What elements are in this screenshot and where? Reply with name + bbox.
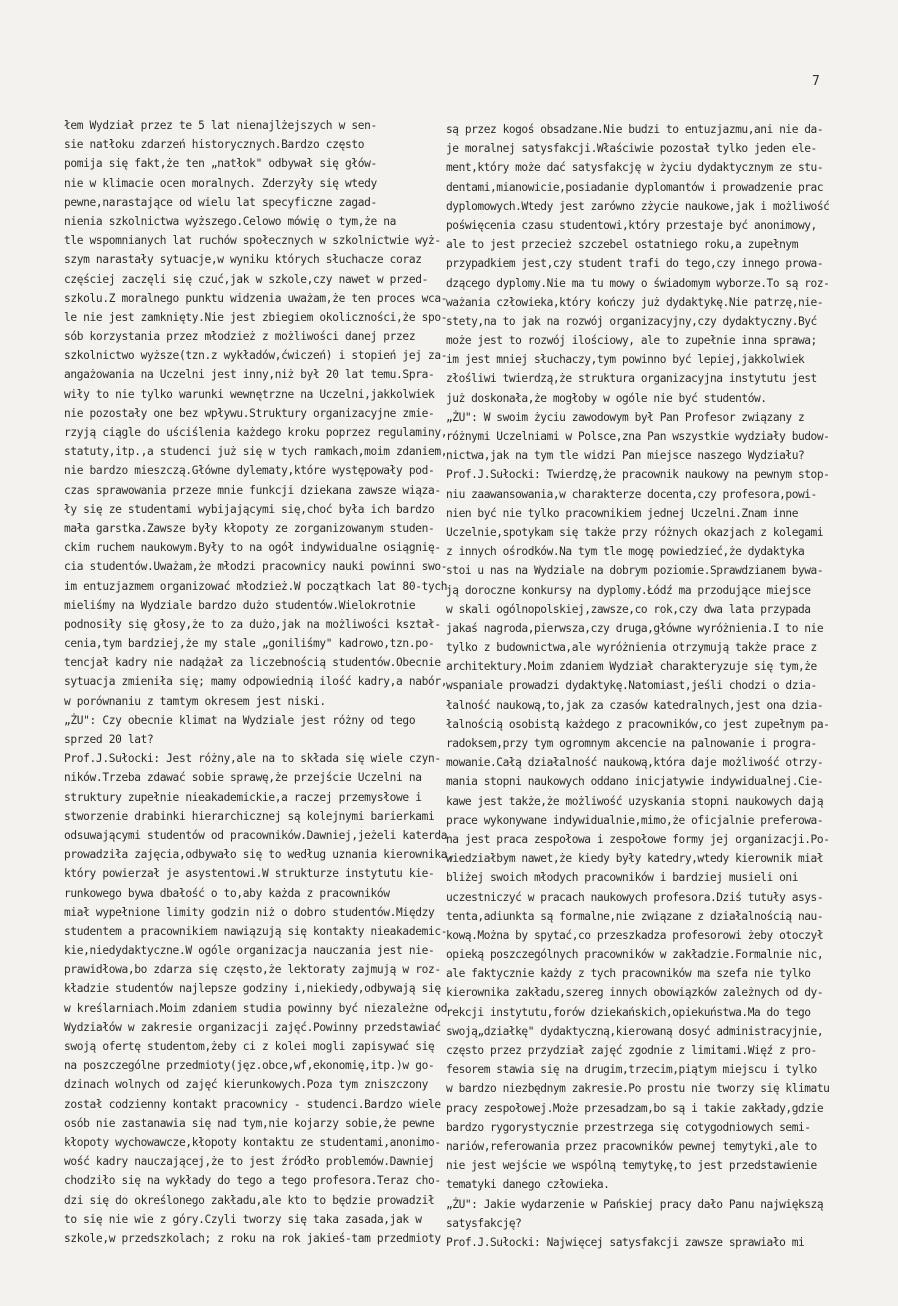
text-line: „ŻU": W swoim życiu zawodowym był Pan Profesor związany z bbox=[446, 410, 805, 424]
text-line: łalność naukową,to,jak za czasów katedralnych,jest ona dzia- bbox=[446, 698, 824, 712]
text-line: czas sprawowania przeze mnie funkcji dziekana zawsze wiąza- bbox=[64, 483, 441, 497]
text-line: bardzo rygorystycznie przestrzega się cotygodniowych semi- bbox=[446, 1120, 811, 1134]
text-line: prowadziła zajęcia,odbywało się to według uznania kierownika, bbox=[64, 848, 454, 862]
text-line: często przez przydział zajęć zgodnie z limitami.Więź z pro- bbox=[446, 1044, 817, 1057]
text-line: Prof.J.Sułocki: Najwięcej satysfakcji zawsze sprawiało mi bbox=[446, 1235, 805, 1249]
text-line: nictwa,jak na tym tle widzi Pan miejsce naszego Wydziału? bbox=[446, 449, 805, 463]
text-line: tylko z budownictwa,ale wyróżnienia otrzymują także prace z bbox=[446, 641, 817, 655]
text-line: kawe jest także,że możliwość uzyskania stopni naukowych dają bbox=[446, 794, 824, 808]
text-line: częściej zaczęli się czuć,jak w szkole,czy nawet w przed- bbox=[64, 272, 428, 286]
text-line: im entuzjazmem organizować młodzież.W początkach lat 80-tych bbox=[64, 579, 448, 593]
text-line: kie,niedydaktyczne.W ogóle organizacja nauczania jest nie- bbox=[64, 944, 435, 958]
text-line: ją doroczne konkursy na dyplomy.Łódź ma przodujące miejsce bbox=[446, 583, 811, 597]
text-line: są przez kogoś obsadzane.Nie budzi to entuzjazmu,ani nie da- bbox=[446, 123, 824, 136]
text-line: wiły to nie tylko warunki wewnętrzne na Uczelni,jakkolwiek bbox=[64, 387, 435, 401]
text-line: sytuacja zmieniła się; mamy odpowiednią ilość kadry,a nabór, bbox=[64, 675, 448, 689]
text-line: rzyją ciągle do uściślenia każdego kroku poprzez regulaminy, bbox=[64, 426, 448, 439]
text-line: tematyki danego człowieka. bbox=[446, 1178, 610, 1192]
text-line: kową.Można by spytać,co przeszkadza profesorowi żeby otoczył bbox=[446, 928, 824, 942]
text-line: mieliśmy na Wydziale bardzo dużo studentów.Wielokrotnie bbox=[64, 598, 416, 612]
text-line: pomija się fakt,że ten „natłok" odbywał się głów- bbox=[64, 157, 377, 171]
text-line: prace wykonywane indywidualnie,mimo,że oficjalnie preferowa- bbox=[446, 813, 824, 827]
text-line: szkole,w przedszkolach; z roku na rok jakieś-tam przedmioty bbox=[64, 1231, 441, 1245]
text-line: już doskonała,że mogłoby w ogóle nie być studentów. bbox=[446, 391, 767, 405]
text-line: le nie jest zamknięty.Nie jest zbiegiem okoliczności,że spo- bbox=[64, 310, 448, 324]
text-line: wiedziałbym nawet,że kiedy były katedry,wtedy kierownik miał bbox=[446, 852, 824, 866]
text-line: szkolu.Z moralnego punktu widzenia uważam,że ten proces wca- bbox=[64, 291, 448, 305]
text-line: mania stopni naukowych oddano inicjatywie indywidualnej.Cie- bbox=[446, 775, 824, 789]
text-line: statuty,itp.,a studenci już się w tych ramkach,moim zdaniem, bbox=[64, 445, 448, 459]
text-line: łem Wydział przez te 5 lat nienajlżejszych w sen- bbox=[64, 119, 377, 132]
text-line: cenia,tym bardziej,że my stale „goniliśmy" kadrowo,tzn.po- bbox=[64, 637, 435, 651]
text-line: sprzed 20 lat? bbox=[64, 733, 154, 746]
text-line: kierownika zakładu,szereg innych obowiązków zależnych od dy- bbox=[446, 986, 824, 1000]
text-line: tencjał kadry nie nadążał za liczebnością studentów.Obecnie bbox=[64, 656, 441, 670]
text-line: Wydziałów w zakresie organizacji zajęć.Powinny przedstawiać bbox=[64, 1020, 441, 1034]
text-line: szym narastały sytuacje,w wyniku których słuchacze coraz bbox=[64, 253, 422, 267]
text-line: fesorem stawia się na drugim,trzecim,piątym miejscu i tylko bbox=[446, 1063, 817, 1077]
text-line: dzinach wolnych od zajęć kierunkowych.Poza tym zniszczony bbox=[64, 1078, 428, 1092]
text-line: sie natłoku zdarzeń historycznych.Bardzo często bbox=[64, 138, 365, 152]
text-line: na poszczególne przedmioty(jęz.obce,wf,ekonomię,itp.)w go- bbox=[64, 1059, 435, 1073]
text-line: ment,który może dać satysfakcję w życiu dydaktycznym ze stu- bbox=[446, 161, 824, 175]
text-line: w porównaniu z tamtym okresem jest niski. bbox=[64, 694, 326, 708]
text-line: różnymi Uczelniami w Polsce,zna Pan wszystkie wydziały budow- bbox=[446, 430, 830, 443]
text-line: struktury zupełnie nieakademickie,a raczej przemysłowe i bbox=[64, 790, 422, 804]
text-line: bliżej swoich młodych pracowników i bardziej musieli oni bbox=[446, 871, 798, 885]
text-line: miał wypełnione limity godzin niż o dobro studentów.Między bbox=[64, 905, 435, 919]
text-line: architektury.Moim zdaniem Wydział charakteryzuje się tym,że bbox=[446, 660, 817, 674]
text-line: stoi u nas na Wydziale na dobrym poziomie.Sprawdzianem bywa- bbox=[446, 564, 824, 578]
text-line: ników.Trzeba zdawać sobie sprawę,że przejście Uczelni na bbox=[64, 771, 422, 785]
text-line: w kreślarniach.Moim zdaniem studia powinny być niezależne od bbox=[64, 1001, 448, 1015]
text-line: nariów,referowania przez pracowników pewnej temytyki,ale to bbox=[446, 1139, 817, 1153]
text-line: stworzenie drabinki hierarchicznej są kolejnymi barierkami bbox=[64, 809, 435, 823]
text-line: w bardzo niezbędnym zakresie.Po prostu nie tworzy się klimatu bbox=[446, 1082, 830, 1096]
text-line: Prof.J.Sułocki: Jest różny,ale na to składa się wiele czyn- bbox=[64, 752, 441, 766]
text-line: nie pozostały one bez wpływu.Struktury organizacyjne zmie- bbox=[64, 406, 435, 420]
text-line: łalnością osobistą każdego z pracowników,co jest zupełnym pa- bbox=[446, 717, 830, 731]
right-text-column bbox=[446, 120, 830, 1252]
text-line: rekcji instytutu,forów dziekańskich,opiekuństwa.Ma do tego bbox=[446, 1005, 811, 1019]
text-line: mała garstka.Zawsze były kłopoty ze zorganizowanym studen- bbox=[64, 521, 435, 535]
text-line: poświęcenia czasu studentowi,który przestaje być anonimowy, bbox=[446, 218, 817, 232]
text-line: niu zaawansowania,w charakterze docenta,czy profesora,powi- bbox=[446, 487, 817, 501]
text-line: angażowania na Uczelni jest inny,niż był 20 lat temu.Spra- bbox=[64, 368, 435, 382]
text-line: nie jest wejście we wspólną temytykę,to jest przedstawienie bbox=[446, 1159, 817, 1173]
text-line: dyplomowych.Wtedy jest zarówno zżycie naukowe,jak i możliwość bbox=[446, 199, 830, 213]
text-line: satysfakcję? bbox=[446, 1216, 522, 1230]
text-line: złośliwi twierdzą,że struktura organizacyjna instytutu jest bbox=[446, 372, 817, 386]
text-line: uczestniczyć w pracach naukowych profesora.Dziś tutuły asys- bbox=[446, 890, 824, 904]
text-line: odsuwającymi studentów od pracowników.Dawniej,jeżeli katerda bbox=[64, 828, 448, 842]
text-line: kładzie studentów najlepsze godziny i,niekiedy,odbywają się bbox=[64, 982, 441, 996]
text-line: im jest mniej słuchaczy,tym powinno być lepiej,jakkolwiek bbox=[446, 353, 805, 367]
text-line: opieką poszczególnych pracowników w zakładzie.Formalnie nic, bbox=[446, 948, 824, 962]
text-line: podnosiły się głosy,że to za dużo,jak na możliwości kształ- bbox=[64, 617, 441, 631]
text-line: to się nie wie z góry.Czyli tworzy się taka zasada,jak w bbox=[64, 1212, 422, 1226]
text-line: na jest praca zespołowa i zespołowe formy jej organizacji.Po- bbox=[446, 832, 830, 846]
text-line: ale to jest przecież szczebel ostatniego roku,a zupełnym bbox=[446, 238, 798, 252]
text-line: nie w klimacie ocen moralnych. Zderzyły się wtedy bbox=[64, 176, 377, 190]
text-line: może jest to rozwój ilościowy, ale to zupełnie inna sprawa; bbox=[446, 334, 817, 348]
text-line: przypadkiem jest,czy student trafi do tego,czy innego prowa- bbox=[446, 257, 824, 271]
text-line: który powierzał je asystentowi.W strukturze instytutu kie- bbox=[64, 867, 435, 881]
text-line: pewne,narastające od wielu lat specyficzne zagad- bbox=[64, 195, 377, 209]
text-line: szkolnictwo wyższe(tzn.z wykładów,ćwiczeń) i stopień jej za- bbox=[64, 349, 448, 363]
text-line: ły się ze studentami wybijającymi się,choć była ich bardzo bbox=[64, 502, 435, 516]
text-line: runkowego bywa dbałość o to,aby każda z pracowników bbox=[64, 886, 390, 900]
text-line: chodziło się na wykłady do tego a tego profesora.Teraz cho- bbox=[64, 1174, 441, 1188]
text-line: prawidłowa,bo zdarza się często,że lektoraty zajmują w roz- bbox=[64, 963, 441, 977]
text-line: ale faktycznie każdy z tych pracowników ma szefa nie tylko bbox=[446, 967, 811, 981]
text-line: wość kadry nauczającej,że to jest źródło problemów.Dawniej bbox=[64, 1155, 435, 1169]
text-line: z innych ośrodków.Na tym tle mogę powiedzieć,że dydaktyka bbox=[446, 545, 805, 559]
text-line: pracy zespołowej.Może przesadzam,bo są i takie zakłady,gdzie bbox=[446, 1101, 824, 1115]
text-line: kłopoty wychowawcze,kłopoty kontaktu ze studentami,anonimo- bbox=[64, 1135, 441, 1149]
text-line: jakaś nagroda,pierwsza,czy druga,główne wyróżnienia.I to nie bbox=[446, 621, 824, 635]
text-line: nie bardzo mieszczą.Główne dylematy,które występowały pod- bbox=[64, 464, 435, 478]
text-line: wspaniale prowadzi dydaktykę.Natomiast,jeśli chodzi o dzia- bbox=[446, 679, 817, 693]
text-line: w skali ogólnopolskiej,zawsze,co rok,czy dwa lata przypada bbox=[446, 602, 811, 616]
page-number: 7 bbox=[812, 74, 820, 89]
text-line: tenta,adiunkta są formalne,nie związane z działalnością nau- bbox=[446, 909, 824, 923]
text-line: ckim ruchem naukowym.Były to na ogół indywidualne osiągnię- bbox=[64, 541, 441, 555]
text-line: swoją„działkę" dydaktyczną,kierowaną dosyć administracyjnie, bbox=[446, 1024, 824, 1038]
text-line: ważania człowieka,który kończy już dydaktykę.Nie patrzę,nie- bbox=[446, 295, 824, 309]
text-line: Uczelnie,spotykam się także przy różnych okazjach z kolegami bbox=[446, 525, 824, 539]
text-line: je moralnej satysfakcji.Właściwie pozostał tylko jeden ele- bbox=[446, 142, 817, 156]
text-line: „ŻU": Czy obecnie klimat na Wydziale jest różny od tego bbox=[64, 713, 416, 727]
text-line: nienia szkolnictwa wyższego.Celowo mówię o tym,że na bbox=[64, 214, 397, 228]
text-line: osób nie zastanawia się nad tym,nie kojarzy sobie,że pewne bbox=[64, 1116, 435, 1130]
text-line: studentem a pracownikiem nawiązują się kontakty nieakademic- bbox=[64, 924, 448, 938]
text-line: radoksem,przy tym ogromnym akcencie na palnowanie i progra- bbox=[446, 737, 817, 750]
text-line: dentami,mianowicie,posiadanie dyplomantów i prowadzenie prac bbox=[446, 180, 824, 194]
text-line: cia studentów.Uważam,że młodzi pracownicy nauki powinni swo- bbox=[64, 560, 448, 574]
text-line: stety,na to jak na rozwój organizacyjny,czy dydaktyczny.Być bbox=[446, 314, 817, 328]
text-line: dzącego dyplomy.Nie ma tu mowy o świadomym wyborze.To są roz- bbox=[446, 276, 830, 290]
text-line: mowanie.Całą działalność naukową,która daje możliwość otrzy- bbox=[446, 756, 824, 770]
text-line: swoją ofertę studentom,żeby ci z kolei mogli zapisywać się bbox=[64, 1040, 435, 1053]
text-line: dzi się do określonego zakładu,ale kto to będzie prowadził bbox=[64, 1193, 435, 1207]
text-line: został codzienny kontakt pracownicy - studenci.Bardzo wiele bbox=[64, 1097, 441, 1111]
text-line: tle wspomnianych lat ruchów społecznych w szkolnictwie wyż- bbox=[64, 234, 441, 248]
text-line: Prof.J.Sułocki: Twierdzę,że pracownik naukowy na pewnym stop- bbox=[446, 468, 830, 482]
text-line: „ŻU": Jakie wydarzenie w Pańskiej pracy dało Panu największą bbox=[446, 1197, 824, 1211]
text-line: sób korzystania przez młodzież z możliwości danej przez bbox=[64, 330, 416, 344]
left-text-column bbox=[64, 116, 454, 1248]
text-line: nien być nie tylko pracownikiem jednej Uczelni.Znam inne bbox=[446, 506, 798, 520]
